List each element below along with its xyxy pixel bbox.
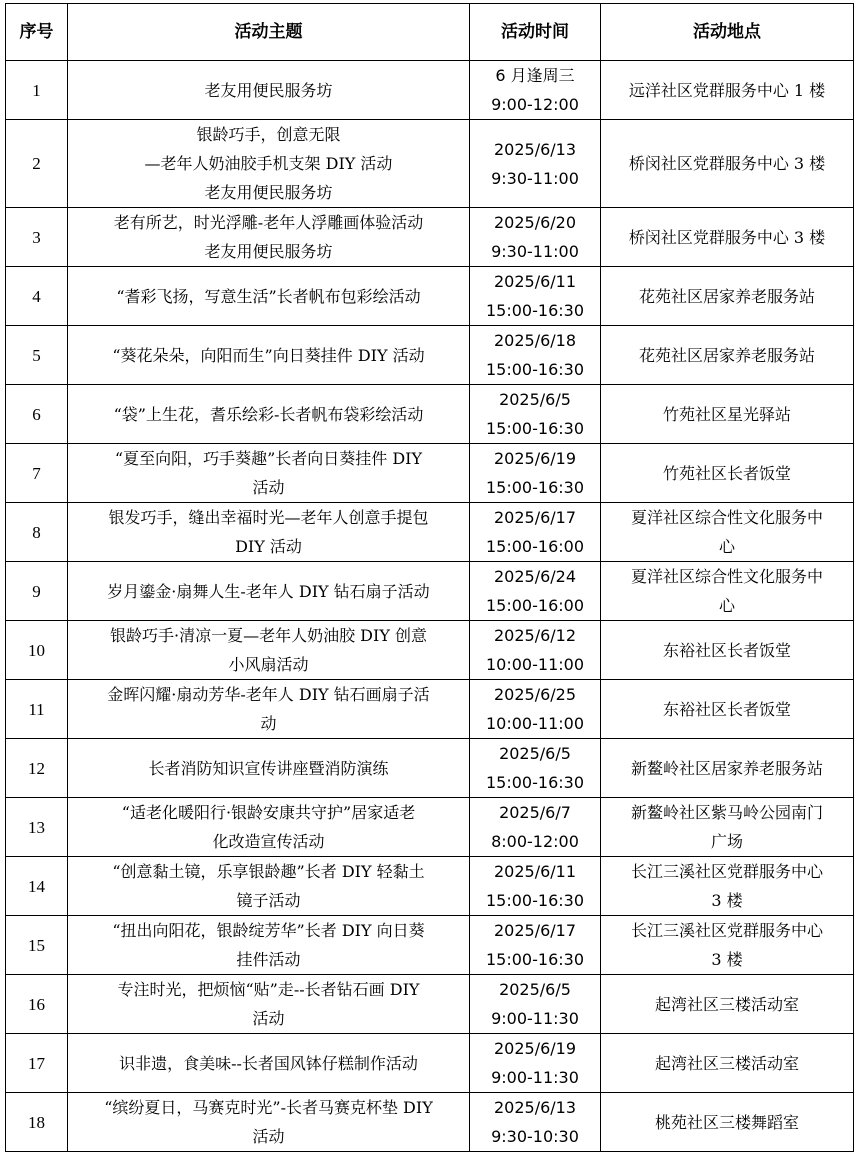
activity-topic-line: 挂件活动 xyxy=(236,950,301,969)
activity-time xyxy=(470,621,601,680)
activity-topic xyxy=(68,267,470,326)
activity-topic-line: 活动 xyxy=(252,1009,285,1028)
table-row xyxy=(6,120,854,208)
activity-topic xyxy=(68,326,470,385)
header-row xyxy=(6,4,854,61)
activity-place xyxy=(601,326,854,385)
activity-topic-line: 小风扇活动 xyxy=(228,655,309,674)
activity-topic-line: —老年人奶油胶手机支架 DIY 活动 xyxy=(144,154,393,173)
activity-time xyxy=(470,739,601,798)
activity-place-line: 花苑社区居家养老服务站 xyxy=(638,286,815,306)
activity-topic xyxy=(68,208,470,267)
activity-topic xyxy=(68,798,470,857)
row-index: 12 xyxy=(6,739,68,798)
activity-time xyxy=(470,1093,601,1152)
activity-place-line: 东裕社区长者饭堂 xyxy=(662,699,791,719)
activity-time-line: 15:00-16:30 xyxy=(486,301,584,320)
activity-time xyxy=(470,267,601,326)
activity-place xyxy=(601,444,854,503)
activity-topic-line: 银龄巧手，创意无限 xyxy=(196,125,341,144)
activity-topic-line: “夏至向阳，巧手葵趣”长者向日葵挂件 DIY xyxy=(114,449,423,468)
activity-time xyxy=(470,444,601,503)
activity-time-line: 9:00-11:30 xyxy=(491,1068,579,1087)
activity-topic xyxy=(68,120,470,208)
table-row xyxy=(6,208,854,267)
activity-time-line: 15:00-16:30 xyxy=(486,419,584,438)
activity-time xyxy=(470,61,601,120)
activity-time-line: 6 月逢周三 xyxy=(495,66,575,85)
activity-time xyxy=(470,503,601,562)
activity-place-line: 3 楼 xyxy=(711,891,743,910)
activity-topic-line: 化改造宣传活动 xyxy=(212,832,325,851)
activity-time-line: 2025/6/17 xyxy=(493,508,577,527)
table-row xyxy=(6,798,854,857)
activity-topic-line: “创意黏土镜，乐享银龄趣”长者 DIY 轻黏土 xyxy=(112,862,425,881)
activity-place xyxy=(601,798,854,857)
activity-topic-line: 动 xyxy=(260,714,277,733)
table-row xyxy=(6,61,854,120)
table-row xyxy=(6,326,854,385)
activity-time-line: 8:00-12:00 xyxy=(491,832,579,851)
activity-place-line: 起湾社区三楼活动室 xyxy=(654,1053,799,1073)
row-index: 13 xyxy=(6,798,68,857)
activity-time-line: 15:00-16:30 xyxy=(486,891,584,910)
activity-time-line: 15:00-16:00 xyxy=(486,596,584,615)
activity-topic-line: 专注时光，把烦恼“贴”走--长者钻石画 DIY xyxy=(117,980,420,999)
activity-place-line: 花苑社区居家养老服务站 xyxy=(638,345,815,365)
activity-place xyxy=(601,562,854,621)
activity-topic xyxy=(68,739,470,798)
activity-time-line: 10:00-11:00 xyxy=(486,655,584,674)
activity-topic xyxy=(68,1034,470,1093)
table-row xyxy=(6,562,854,621)
activity-time-line: 10:00-11:00 xyxy=(486,714,584,733)
activity-place xyxy=(601,857,854,916)
activity-time-line: 9:30-11:00 xyxy=(491,168,579,188)
table-row xyxy=(6,444,854,503)
activity-place-line: 夏洋社区综合性文化服务中 xyxy=(630,508,823,527)
activity-time-line: 2025/6/5 xyxy=(499,744,571,763)
activity-place-line: 竹苑社区星光驿站 xyxy=(662,404,791,424)
table-row xyxy=(6,975,854,1034)
activity-place xyxy=(601,975,854,1034)
activity-topic xyxy=(68,1093,470,1152)
row-index: 15 xyxy=(6,916,68,975)
activity-place-line: 夏洋社区综合性文化服务中 xyxy=(630,567,823,586)
activity-topic-line: 岁月鎏金·扇舞人生-老年人 DIY 钻石扇子活动 xyxy=(107,581,430,601)
activity-time-line: 2025/6/12 xyxy=(493,626,577,645)
activity-topic-line: “袋”上生花，耆乐绘彩-长者帆布袋彩绘活动 xyxy=(113,404,424,424)
activity-topic xyxy=(68,562,470,621)
activity-time-line: 2025/6/24 xyxy=(493,567,577,586)
activity-time-line: 9:30-11:00 xyxy=(491,242,579,261)
activity-time-line: 9:00-12:00 xyxy=(491,95,579,114)
row-index: 8 xyxy=(6,503,68,562)
table-body xyxy=(6,61,854,1152)
table-row xyxy=(6,1034,854,1093)
activity-place xyxy=(601,621,854,680)
activity-place-line: 竹苑社区长者饭堂 xyxy=(662,463,791,483)
activity-time-line: 2025/6/13 xyxy=(493,1098,577,1117)
activity-time-line: 2025/6/7 xyxy=(499,803,571,822)
activity-time-line: 2025/6/25 xyxy=(493,685,577,704)
row-index: 18 xyxy=(6,1093,68,1152)
activity-time-line: 2025/6/5 xyxy=(499,980,571,999)
activity-place-line: 桥闵社区党群服务中心 3 楼 xyxy=(628,154,826,173)
activity-time-line: 2025/6/11 xyxy=(493,862,577,881)
row-index: 11 xyxy=(6,680,68,739)
activity-time-line: 2025/6/19 xyxy=(493,1039,577,1058)
activity-topic-line: 镜子活动 xyxy=(236,891,301,910)
activity-place-line: 广场 xyxy=(710,832,743,851)
activity-place-line: 远洋社区党群服务中心 1 楼 xyxy=(628,80,826,100)
activity-place xyxy=(601,120,854,208)
table-row xyxy=(6,267,854,326)
row-index: 9 xyxy=(6,562,68,621)
activity-place xyxy=(601,61,854,120)
activity-place-line: 长江三溪社区党群服务中心 xyxy=(630,862,823,881)
row-index: 2 xyxy=(6,120,68,208)
row-index: 3 xyxy=(6,208,68,267)
row-index: 14 xyxy=(6,857,68,916)
activity-place xyxy=(601,385,854,444)
activity-time xyxy=(470,562,601,621)
table-row xyxy=(6,1093,854,1152)
activity-time-line: 15:00-16:30 xyxy=(486,950,584,969)
activity-time-line: 2025/6/19 xyxy=(493,449,577,468)
activity-time xyxy=(470,916,601,975)
activity-topic-line: 老友用便民服务坊 xyxy=(204,242,333,261)
activity-time xyxy=(470,1034,601,1093)
activity-topic-line: 老友用便民服务坊 xyxy=(204,183,333,202)
activity-topic-line: 银龄巧手·清凉一夏—老年人奶油胶 DIY 创意 xyxy=(110,626,427,645)
activity-topic-line: “扭出向阳花，银龄绽芳华”长者 DIY 向日葵 xyxy=(112,921,425,940)
activity-topic-line: 老有所艺，时光浮雕-老年人浮雕画体验活动 xyxy=(113,213,424,232)
table-row xyxy=(6,680,854,739)
row-index: 17 xyxy=(6,1034,68,1093)
row-index: 1 xyxy=(6,61,68,120)
activity-topic-line: 金晖闪耀·扇动芳华-老年人 DIY 钻石画扇子活 xyxy=(107,685,430,704)
activity-topic-line: 活动 xyxy=(252,1127,285,1146)
activity-topic-line: “葵花朵朵，向阳而生”向日葵挂件 DIY 活动 xyxy=(112,345,425,365)
activity-topic-line: 活动 xyxy=(252,478,285,497)
activity-time-line: 2025/6/5 xyxy=(499,390,571,409)
activity-time xyxy=(470,798,601,857)
activity-time-line: 9:00-11:30 xyxy=(491,1009,579,1028)
activity-topic xyxy=(68,385,470,444)
activity-place xyxy=(601,1034,854,1093)
activity-place-line: 新鳌岭社区居家养老服务站 xyxy=(630,758,823,778)
activity-place-line: 3 楼 xyxy=(711,950,743,969)
activity-time-line: 2025/6/11 xyxy=(493,272,577,291)
activity-time-line: 9:30-10:30 xyxy=(491,1127,579,1146)
activity-place xyxy=(601,503,854,562)
activity-time-line: 15:00-16:00 xyxy=(486,537,584,556)
activity-time xyxy=(470,208,601,267)
activity-time xyxy=(470,385,601,444)
activity-topic-line: 银发巧手，缝出幸福时光—老年人创意手提包 xyxy=(108,508,429,527)
activity-place xyxy=(601,267,854,326)
activity-time-line: 15:00-16:30 xyxy=(486,478,584,497)
row-index: 7 xyxy=(6,444,68,503)
activity-topic-line: 长者消防知识宣传讲座暨消防演练 xyxy=(148,758,389,778)
activity-place-line: 起湾社区三楼活动室 xyxy=(654,994,799,1014)
activity-time-line: 2025/6/18 xyxy=(493,331,577,350)
header-index: 序号 xyxy=(6,4,68,61)
activity-topic xyxy=(68,621,470,680)
activity-topic-line: 老友用便民服务坊 xyxy=(204,80,333,100)
activity-topic xyxy=(68,916,470,975)
activity-topic xyxy=(68,975,470,1034)
activity-time-line: 15:00-16:30 xyxy=(486,773,584,792)
table-row xyxy=(6,857,854,916)
activity-place-line: 心 xyxy=(718,596,735,615)
row-index: 5 xyxy=(6,326,68,385)
row-index: 4 xyxy=(6,267,68,326)
header-time: 活动时间 xyxy=(470,4,601,61)
table-row xyxy=(6,621,854,680)
activity-time xyxy=(470,857,601,916)
activity-topic xyxy=(68,680,470,739)
header-topic: 活动主题 xyxy=(68,4,470,61)
activity-schedule-table xyxy=(5,3,854,1152)
activity-topic-line: “适老化暖阳行·银龄安康共守护”居家适老 xyxy=(121,803,416,822)
activity-time xyxy=(470,680,601,739)
activity-place xyxy=(601,1093,854,1152)
row-index: 6 xyxy=(6,385,68,444)
activity-topic-line: DIY 活动 xyxy=(235,537,302,556)
activity-topic-line: “缤纷夏日，马赛克时光”-长者马赛克杯垫 DIY xyxy=(104,1098,433,1117)
activity-time-line: 2025/6/13 xyxy=(493,139,577,159)
activity-topic xyxy=(68,61,470,120)
table-row xyxy=(6,916,854,975)
activity-topic xyxy=(68,857,470,916)
table-row xyxy=(6,503,854,562)
activity-place xyxy=(601,208,854,267)
activity-time xyxy=(470,326,601,385)
activity-place xyxy=(601,680,854,739)
activity-time-line: 2025/6/17 xyxy=(493,921,577,940)
row-index: 16 xyxy=(6,975,68,1034)
table-row xyxy=(6,385,854,444)
activity-time-line: 15:00-16:30 xyxy=(486,360,584,379)
activity-topic xyxy=(68,503,470,562)
activity-place xyxy=(601,739,854,798)
activity-place xyxy=(601,916,854,975)
activity-place-line: 心 xyxy=(718,537,735,556)
activity-time xyxy=(470,120,601,208)
row-index: 10 xyxy=(6,621,68,680)
activity-time-line: 2025/6/20 xyxy=(493,213,577,232)
activity-topic-line: “耆彩飞扬，写意生活”长者帆布包彩绘活动 xyxy=(116,286,421,306)
activity-time xyxy=(470,975,601,1034)
activity-place-line: 桥闵社区党群服务中心 3 楼 xyxy=(628,227,826,247)
activity-topic xyxy=(68,444,470,503)
activity-topic-line: 识非遗，食美味--长者国风钵仔糕制作活动 xyxy=(119,1053,418,1073)
header-place: 活动地点 xyxy=(601,4,854,61)
activity-place-line: 东裕社区长者饭堂 xyxy=(662,640,791,660)
activity-place-line: 桃苑社区三楼舞蹈室 xyxy=(654,1112,799,1132)
activity-place-line: 新鳌岭社区紫马岭公园南门 xyxy=(630,803,823,822)
activity-place-line: 长江三溪社区党群服务中心 xyxy=(630,921,823,940)
table-row xyxy=(6,739,854,798)
